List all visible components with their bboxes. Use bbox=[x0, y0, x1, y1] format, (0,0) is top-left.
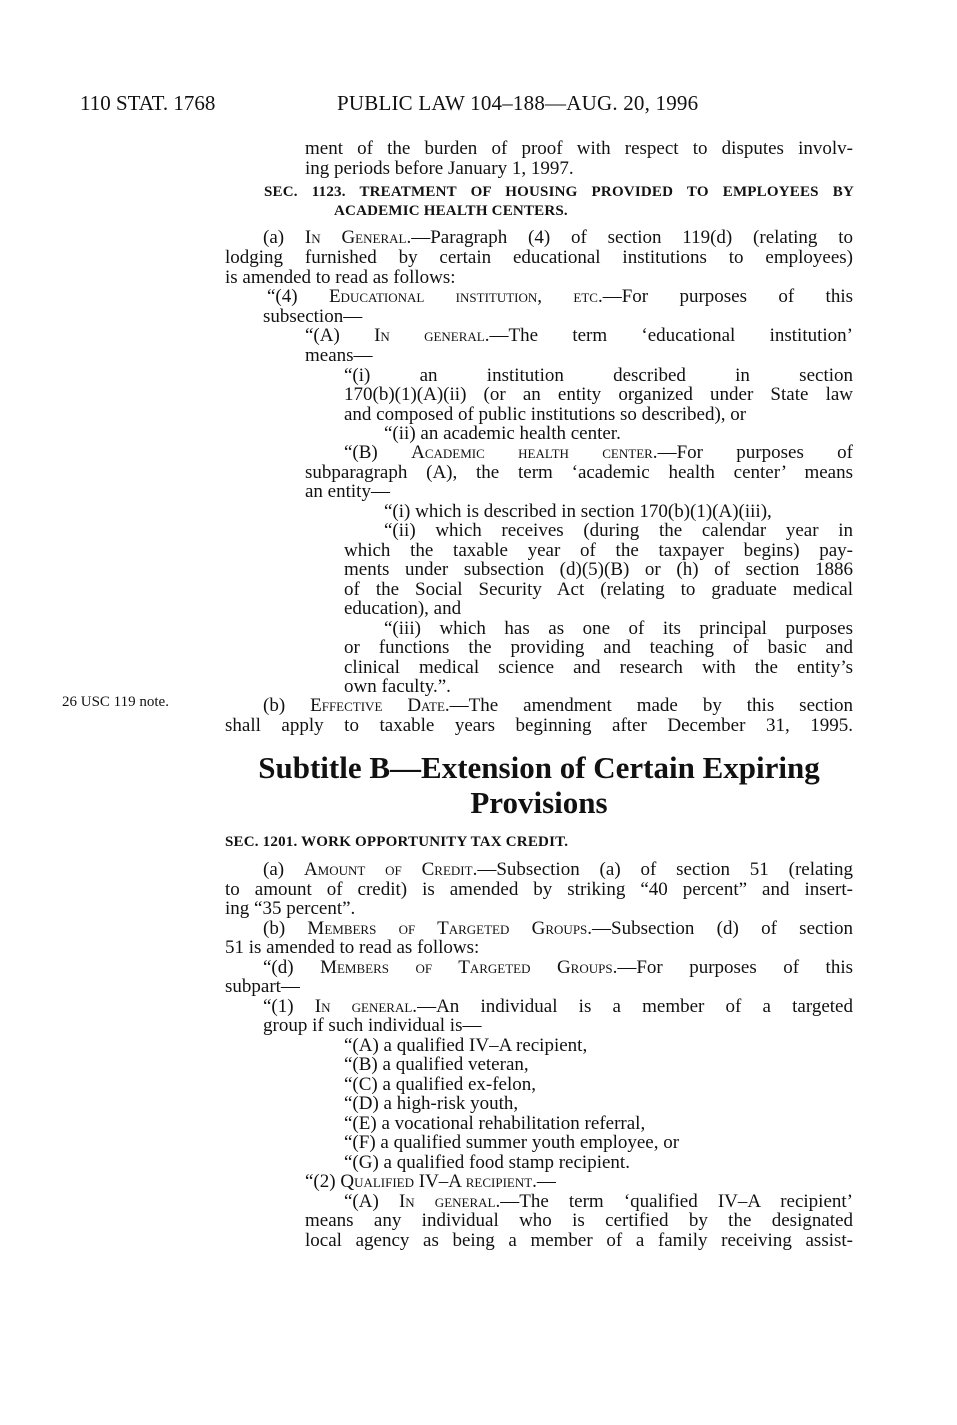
subsection-a bbox=[263, 228, 853, 248]
subsection-d bbox=[263, 958, 853, 978]
list-item: “(D) a high-risk youth, bbox=[344, 1093, 519, 1114]
list-item: “(G) a qualified food stamp recipient. bbox=[344, 1152, 630, 1173]
subsection-mark: (a) bbox=[263, 227, 285, 248]
body-line: of the Social Security Act (relating to graduate medical bbox=[344, 579, 853, 600]
subparagraph-caption: In general. bbox=[374, 325, 490, 346]
paragraph-mark: “(1) bbox=[263, 996, 294, 1017]
list-item: “(B) a qualified veteran, bbox=[344, 1054, 529, 1075]
body-line: group if such individual is— bbox=[263, 1015, 482, 1036]
subparagraph-A bbox=[305, 326, 853, 346]
paragraph-2 bbox=[305, 1172, 556, 1192]
body-line: to amount of credit) is amended by striking “40 percent” and insert- bbox=[225, 879, 853, 900]
body-line: is amended to read as follows: bbox=[225, 267, 456, 288]
subparagraph-text: —The term ‘qualified IV–A recipient’ bbox=[500, 1191, 853, 1212]
section-heading: SEC. 1123. TREATMENT OF HOUSING PROVIDED TO EMPLOYEES BY bbox=[264, 184, 854, 200]
subsection-text: —Subsection (d) of section bbox=[592, 918, 853, 939]
clause-iii: “(iii) which has as one of its principal purposes bbox=[384, 618, 853, 639]
clause-ii: “(ii) an academic health center. bbox=[384, 423, 621, 444]
subparagraph-A bbox=[344, 1192, 853, 1212]
body-line: own faculty.”. bbox=[344, 676, 451, 697]
subsection-mark: (a) bbox=[263, 859, 285, 880]
subsection-text: —Subsection (a) of section 51 (relating bbox=[477, 859, 854, 880]
body-line: ments under subsection (d)(5)(B) or (h) of section 1886 bbox=[344, 559, 853, 580]
body-line: ing “35 percent”. bbox=[225, 898, 356, 919]
body-line: means any individual who is certified by the designated bbox=[305, 1210, 853, 1231]
body-line: an entity— bbox=[305, 481, 390, 502]
paragraph-caption: Qualified IV–A recipient. bbox=[340, 1171, 537, 1192]
section-heading: ACADEMIC HEALTH CENTERS. bbox=[334, 203, 568, 219]
subsection-a bbox=[263, 860, 853, 880]
subparagraph-text: —For purposes of bbox=[657, 442, 854, 463]
subsection-text: —The amendment made by this section bbox=[449, 695, 853, 716]
public-law-citation: PUBLIC LAW 104–188—AUG. 20, 1996 bbox=[337, 91, 699, 115]
body-line: or functions the providing and teaching of basic and bbox=[344, 637, 853, 658]
list-item: “(F) a qualified summer youth employee, or bbox=[344, 1132, 680, 1153]
subsection-text: —Paragraph (4) of section 119(d) (relating to bbox=[411, 227, 854, 248]
subparagraph-B bbox=[344, 443, 853, 463]
subsection-b bbox=[263, 696, 853, 716]
paragraph-text: — bbox=[536, 1171, 556, 1192]
section-heading: SEC. 1201. WORK OPPORTUNITY TAX CREDIT. bbox=[225, 834, 569, 850]
paragraph-mark: “(2) bbox=[305, 1171, 336, 1192]
body-line: subpart— bbox=[225, 976, 300, 997]
body-line: 51 is amended to read as follows: bbox=[225, 937, 480, 958]
subparagraph-mark: “(A) bbox=[305, 325, 340, 346]
subparagraph-mark: “(A) bbox=[344, 1191, 379, 1212]
body-line: lodging furnished by certain educational institutions to employees) bbox=[225, 247, 853, 268]
body-line: and composed of public institutions so described), or bbox=[344, 404, 747, 425]
subsection-mark: “(d) bbox=[263, 957, 294, 978]
clause-i: “(i) which is described in section 170(b)(1)(A)(iii), bbox=[384, 501, 772, 522]
body-line: local agency as being a member of a family receiving assist- bbox=[305, 1230, 853, 1251]
list-item: “(E) a vocational rehabilitation referral, bbox=[344, 1113, 646, 1134]
body-line: which the taxable year of the taxpayer begins) pay- bbox=[344, 540, 853, 561]
subtitle-line: Provisions bbox=[470, 785, 608, 820]
body-line: 170(b)(1)(A)(ii) (or an entity organized under State law bbox=[344, 384, 853, 405]
subparagraph-caption: In general. bbox=[398, 1191, 501, 1212]
body-line: means— bbox=[305, 345, 373, 366]
subsection-caption: Effective Date. bbox=[310, 695, 450, 716]
subparagraph-text: —The term ‘educational institution’ bbox=[489, 325, 853, 346]
body-line: education), and bbox=[344, 598, 462, 619]
margin-note: 26 USC 119 note. bbox=[62, 694, 169, 710]
subsection-caption: Amount of Credit. bbox=[303, 859, 478, 880]
paragraph-caption: In general. bbox=[314, 996, 418, 1017]
paragraph-4 bbox=[267, 287, 853, 307]
subsection-b bbox=[263, 919, 853, 939]
subparagraph-caption: Academic health center. bbox=[411, 442, 658, 463]
paragraph-1 bbox=[263, 997, 853, 1017]
paragraph-text: —An individual is a member of a targeted bbox=[417, 996, 853, 1017]
list-item: “(C) a qualified ex-felon, bbox=[344, 1074, 537, 1095]
list-item: “(A) a qualified IV–A recipient, bbox=[344, 1035, 588, 1056]
subsection-mark: (b) bbox=[263, 695, 286, 716]
body-line: ing periods before January 1, 1997. bbox=[305, 158, 574, 179]
clause-ii: “(ii) which receives (during the calendar year in bbox=[384, 520, 853, 541]
body-line: clinical medical science and research with the entity’s bbox=[344, 657, 853, 678]
subtitle-line: Subtitle B—Extension of Certain Expiring bbox=[258, 750, 820, 785]
body-line: ment of the burden of proof with respect to disputes involv- bbox=[305, 138, 853, 159]
body-line: subparagraph (A), the term ‘academic health center’ means bbox=[305, 462, 853, 483]
subsection-mark: (b) bbox=[263, 918, 286, 939]
stat-page-number: 110 STAT. 1768 bbox=[80, 91, 216, 115]
subsection-text: —For purposes of this bbox=[617, 957, 853, 978]
subparagraph-mark: “(B) bbox=[344, 442, 378, 463]
subsection-caption: Members of Targeted Groups. bbox=[320, 957, 618, 978]
body-line: shall apply to taxable years beginning after December 31, 1995. bbox=[225, 715, 853, 736]
subsection-caption: Members of Targeted Groups. bbox=[307, 918, 593, 939]
paragraph-text: —For purposes of this bbox=[602, 286, 853, 307]
subtitle-heading bbox=[225, 750, 853, 820]
paragraph-mark: “(4) bbox=[267, 286, 298, 307]
body-line: subsection— bbox=[263, 306, 363, 327]
subsection-caption: In General. bbox=[304, 227, 412, 248]
clause-i: “(i) an institution described in section bbox=[344, 365, 853, 386]
paragraph-caption: Educational institution, etc. bbox=[328, 286, 603, 307]
